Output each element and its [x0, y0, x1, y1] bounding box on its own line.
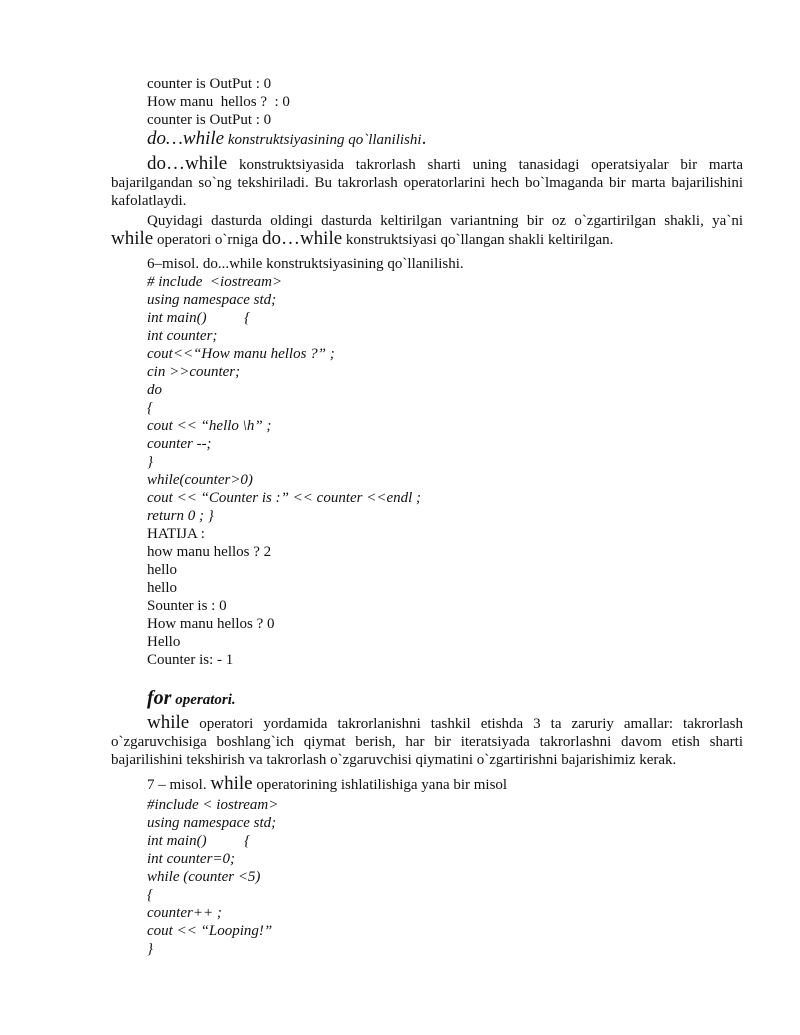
heading-keyword: for: [147, 687, 172, 709]
paragraph-text: operatori yordamida takrorlanishni tashkil etishda 3 ta zaruriy amallar: takrorlash o`zgaruvchisiga boshlang`ich qiymat berish, har bir iteratsiyada takrorlashni davom etish sharti bajarilishini tekshirish va takrorlash o`zgaruvchisi qiymatini o`zgartirishni bajarishimiz kerak.: [111, 716, 743, 768]
code-line: {: [147, 887, 153, 903]
example-title-keyword: while: [210, 773, 253, 794]
code-line: {: [147, 400, 153, 416]
code-line: while(counter>0): [147, 472, 253, 488]
paragraph-text: Quyidagi dasturda oldingi dasturda keltirilgan variantning bir oz o`zgartirilgan shakli, ya`ni: [147, 213, 743, 229]
code-line: cout << “Looping!”: [147, 923, 273, 939]
output-line: counter is OutPut : 0: [147, 112, 272, 128]
paragraph-keyword: while: [147, 712, 190, 733]
paragraph-text: konstruktsiyasida takrorlash sharti uning tanasidagi operatsiyalar bir marta bajarilgandan so`ng tekshiriladi. Bu takrorlash operatorlarini hech bo`lmaganda bir marta bajarilishini kafolatlaydi.: [111, 157, 743, 209]
code-line: int main() {: [147, 310, 251, 326]
paragraph-dowhile-desc: [111, 155, 743, 210]
output-line: hello: [147, 562, 177, 578]
section-heading-dowhile: [147, 130, 426, 149]
paragraph-keyword: while: [111, 228, 154, 249]
code-line: counter --;: [147, 436, 212, 452]
example-title-text: 7 – misol.: [147, 777, 211, 793]
output-line: hello: [147, 580, 177, 596]
code-line: return 0 ; }: [147, 508, 214, 524]
paragraph-text: konstruktsiyasi qo`llangan shakli keltirilgan.: [342, 232, 614, 248]
output-line: Counter is: - 1: [147, 652, 234, 668]
section-heading-for: [147, 689, 236, 709]
example-title: 6–misol. do...while konstruktsiyasining qo`llanilishi.: [147, 256, 464, 272]
code-line: cout<<“How manu hellos ?” ;: [147, 346, 335, 362]
code-line: int counter;: [147, 328, 218, 344]
code-line: do: [147, 382, 162, 398]
code-line: }: [147, 941, 153, 957]
code-line: #include < iostream>: [147, 797, 279, 813]
code-line: cin >>counter;: [147, 364, 241, 380]
output-line: Sounter is : 0: [147, 598, 227, 614]
output-line: How manu hellos ? 0: [147, 616, 275, 632]
code-line: int main() {: [147, 833, 251, 849]
heading-text: konstruktsiyasining qo`llanilishi: [224, 132, 422, 148]
code-line: # include <iostream>: [147, 274, 283, 290]
code-line: using namespace std;: [147, 815, 277, 831]
heading-text: operatori.: [171, 692, 236, 708]
paragraph-while-desc: [111, 714, 743, 769]
example-title: [147, 775, 507, 794]
paragraph-variant: [111, 212, 743, 249]
code-line: int counter=0;: [147, 851, 236, 867]
output-line: How manu hellos ? : 0: [147, 94, 290, 110]
code-line: }: [147, 454, 153, 470]
code-line: cout << “hello \h” ;: [147, 418, 272, 434]
paragraph-text: operatori o`rniga: [153, 232, 262, 248]
output-line: HATIJA :: [147, 526, 205, 542]
paragraph-keyword: do…while: [261, 228, 343, 249]
output-line: how manu hellos ? 2: [147, 544, 272, 560]
code-line: while (counter <5): [147, 869, 261, 885]
code-line: counter++ ;: [147, 905, 222, 921]
output-line: Hello: [147, 634, 181, 650]
code-line: using namespace std;: [147, 292, 277, 308]
paragraph-keyword: do…while: [147, 153, 228, 174]
example-title-text: operatorining ishlatilishiga yana bir misol: [252, 777, 508, 793]
output-line: counter is OutPut : 0: [147, 76, 272, 92]
heading-keyword: do…while: [147, 128, 225, 149]
heading-dot: .: [421, 128, 427, 149]
code-line: cout << “Counter is :” << counter <<endl ;: [147, 490, 422, 506]
